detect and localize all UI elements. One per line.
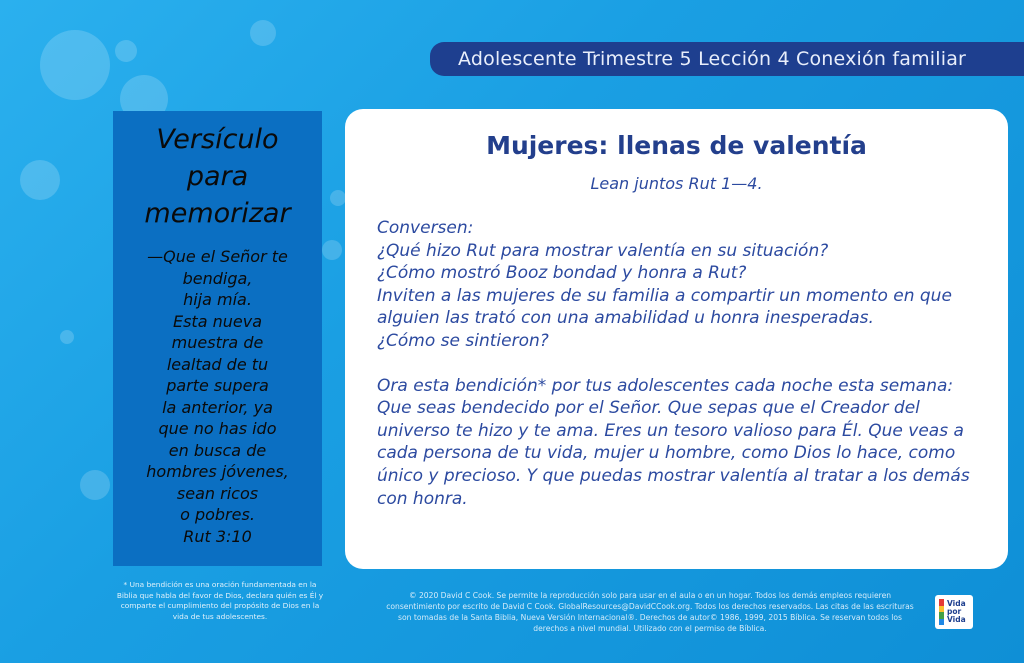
logo-word: Vida	[947, 599, 966, 608]
decorative-bubble	[60, 330, 74, 344]
family-connection-card	[345, 109, 1008, 569]
decorative-bubble	[115, 40, 137, 62]
decorative-bubble	[80, 470, 110, 500]
memory-verse-title	[113, 121, 322, 232]
decorative-bubble	[250, 20, 276, 46]
discussion-question: Inviten a las mujeres de su familia a compartir un momento en que alguien las trató con una amabilidad u honra inesperadas.	[377, 285, 952, 329]
memory-verse-title-line: para	[186, 161, 249, 192]
lesson-header-title: Adolescente Trimestre 5 Lección 4 Conexión familiar	[458, 48, 967, 70]
vida-por-vida-logo	[935, 595, 973, 629]
prayer-intro: Ora esta bendición* por tus adolescentes cada noche esta semana:	[377, 375, 954, 396]
card-body	[377, 217, 997, 510]
prayer-text: Que seas bendecido por el Señor. Que sepas que el Creador del universo te hizo y te ama. Eres un tesoro valioso para Él. Que veas a cada persona de tu vida, mujer u hombre, como Dios lo hace, como único y precioso. Y que puedas mostrar valentía al tratar a los demás con honra.	[377, 398, 970, 509]
logo-stripe	[939, 619, 944, 626]
memory-verse-reference: Rut 3:10	[183, 526, 252, 546]
memory-verse-title-line: memorizar	[144, 198, 291, 229]
discuss-label: Conversen:	[377, 218, 474, 238]
discussion-question: ¿Qué hizo Rut para mostrar valentía en su situación?	[377, 240, 829, 261]
logo-word: por	[947, 607, 962, 616]
decorative-bubble	[322, 240, 342, 260]
discussion-question: ¿Cómo mostró Booz bondad y honra a Rut?	[377, 263, 747, 284]
discussion-question: ¿Cómo se sintieron?	[377, 330, 549, 351]
logo-stripes-icon	[939, 599, 944, 625]
decorative-bubble	[40, 30, 110, 100]
lesson-header-bar	[430, 42, 1024, 76]
memory-verse-box	[113, 111, 322, 566]
blessing-footnote: * Una bendición es una oración fundamentada en la Biblia que habla del favor de Dios, declara quién es Él y comparte el cumplimiento del propósito de Dios en la vida de tus adolescentes.	[116, 580, 324, 621]
logo-word: Vida	[947, 615, 966, 624]
memory-verse-text: —Que el Señor te bendiga, hija mía. Esta nueva muestra de lealtad de tu parte supera la anterior, ya que no has ido en busca de hombres jóvenes, sean ricos o pobres.	[146, 247, 289, 524]
decorative-bubble	[330, 190, 346, 206]
memory-verse-title-line: Versículo	[156, 124, 279, 155]
copyright-notice: © 2020 David C Cook. Se permite la reproducción solo para usar en el aula o en un hogar. Todos los demás empleos requieren consentimiento por escrito de David C Cook. GlobalResources@DavidCCook.org. Todos los derechos reservados. Las citas de las escrituras son tomadas de la Santa Biblia, Nueva Versión Internacional®. Derechos de autor© 1986, 1999, 2015 Bíblica. Se reservan todos los derechos a nivel mundial. Utilizado con el permiso de Bíblica.	[386, 591, 914, 633]
logo-text	[947, 600, 966, 624]
decorative-bubble	[20, 160, 60, 200]
card-title: Mujeres: llenas de valentía	[486, 131, 867, 160]
card-subtitle: Lean juntos Rut 1—4.	[590, 174, 763, 193]
